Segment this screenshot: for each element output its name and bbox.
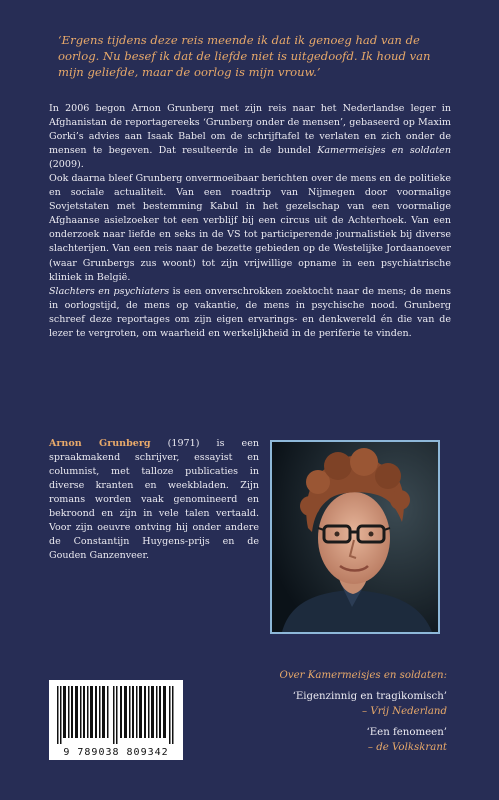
isbn-number: 9 789038 809342 <box>63 747 169 758</box>
author-bio-text: (1971) is een spraakmakend schrijver, essayist en columnist, met talloze publicaties in diverse kranten en weekbladen. Zijn romans worden vaak genomineerd en bekroond en zijn in vele talen vertaald. Voor zijn oeuvre ontving hij onder andere de Constantijn Huygens-prijs en de Gouden Ganzenveer. <box>49 438 259 562</box>
cover-quote <box>58 32 448 81</box>
author-name: Arnon Grunberg <box>49 438 151 449</box>
review-source: – de Volkskrant <box>367 742 447 753</box>
author-bio <box>49 437 259 563</box>
book-title-slachters: Slachters en psychiaters <box>49 285 170 297</box>
author-photo <box>270 440 440 634</box>
review-source: – Vrij Nederland <box>362 706 447 717</box>
review-quote: ‘Een fenomeen’ <box>366 727 447 738</box>
blurb-paragraph-1: In 2006 begon Arnon Grunberg met zijn reis naar het Nederlandse leger in Afghanistan de reportagereeks ‘Grunberg onder de mensen’, gebaseerd op Maxim Gorki’s advies aan Isaak Babel om de schrijftafel te verlaten en zich onder de mensen te begeven. Dat resulteerde in de bundel Kamermeisjes en soldaten (2009). <box>49 103 451 171</box>
quote-line-1: ‘Ergens tijdens deze reis meende ik dat ik genoeg had van de <box>58 33 420 47</box>
book-title-kamermeisjes: Kamermeisjes en soldaten <box>317 145 451 157</box>
review-quote: ‘Eigenzinnig en tragikomisch’ <box>292 691 447 702</box>
blurb <box>49 102 451 341</box>
blurb-paragraph-2: Ook daarna bleef Grunberg onvermoeibaar berichten over de mens en de politieke en sociale actualiteit. Van een roadtrip van Nijmegen door voormalige Sovjetstaten met bestemming Kabul in het gezelschap van een voormalige Afghaanse asielzoeker tot een verblijf bij een circus uit de Achterhoek. Van een onderzoek naar liefde en seks in de VS tot participerende journalistiek bij diverse slachterijen. Van een reis naar de bezette gebieden op de Westelijke Jordaanoever (waar Grunbergs zus woont) tot zijn vrijwillige opname in een psychiatrische kliniek in België. <box>49 173 451 283</box>
press-reviews <box>197 668 447 755</box>
quote-line-3: mijn geliefde, maar de oorlog is mijn vrouw.’ <box>58 65 321 80</box>
quote-line-2: oorlog. Nu besef ik dat de liefde niet is uitgedoofd. Ik houd van <box>58 49 431 64</box>
reviews-heading: Over Kamermeisjes en soldaten: <box>279 670 447 681</box>
blurb-paragraph-3: Slachters en psychiaters is een onverschrokken zoektocht naar de mens; de mens in oorlogstijd, de mens op vakantie, de mens in psychische nood. Grunberg schreef deze reportages om zijn eigen ervarings- en denkwereld én die van de lezer te vergroten, om waarheid en werkelijkheid in de periferie te vinden. <box>49 285 451 339</box>
isbn-barcode <box>49 680 183 760</box>
